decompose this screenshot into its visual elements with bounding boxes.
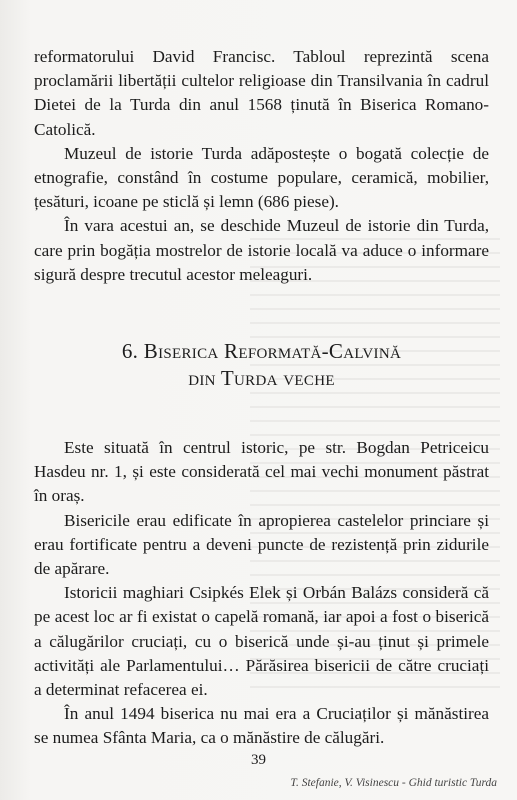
page-body	[34, 45, 489, 751]
page-number: 39	[251, 752, 266, 768]
paragraph-location: Este situată în centrul istoric, pe str. Bogdan Petriceicu Hasdeu nr. 1, și este considerată cel mai vechi monument păstrat în oraș.	[34, 438, 489, 506]
section-heading-line1: 6. Biserica Reformată-Calvină	[121, 339, 402, 364]
paragraph-museum-collection: Muzeul de istorie Turda adăpostește o bogată colecție de etnografie, constând în costume populare, ceramică, mobilier, țesături, icoane pe sticlă și lemn (686 piese).	[34, 143, 489, 212]
paragraph-fortified-churches: Bisericile erau edificate în apropierea castelelor princiare și erau fortificate pentru a deveni puncte de rezistență prin zidurile de apărare.	[34, 510, 489, 579]
section-heading-line2: din Turda veche	[188, 366, 335, 391]
section-heading	[34, 338, 489, 392]
paragraph-year-1494: În anul 1494 biserica nu mai era a Cruciaților și mănăstirea se numea Sfânta Maria, ca o mănăstire de călugări.	[34, 704, 489, 748]
running-footer: T. Stefanie, V. Visinescu - Ghid turistic Turda	[290, 777, 497, 789]
paragraph-museum-opening: În vara acestui an, se deschide Muzeul de istorie din Turda, care prin bogăția mostrelor de istorie locală va aduce o informare sigură despre trecutul acestor meleaguri.	[34, 216, 489, 284]
paragraph-historians: Istoricii maghiari Csipkés Elek și Orbán Balázs consideră că pe acest loc ar fi existat o capelă romană, iar apoi a fost o biserică a călugărilor cruciați, cu o biserică unde și-au ținut și primele activități ale Parlamentului… Părăsirea bisericii de către cruciați a determinat refacerea ei.	[34, 583, 489, 700]
paragraph-continuation: reformatorului David Francisc. Tabloul reprezintă scena proclamării libertății cultelor religioase din Transilvania în cadrul Dietei de la Turda din anul 1568 ținută în Biserica Romano-Catolică.	[34, 47, 489, 139]
